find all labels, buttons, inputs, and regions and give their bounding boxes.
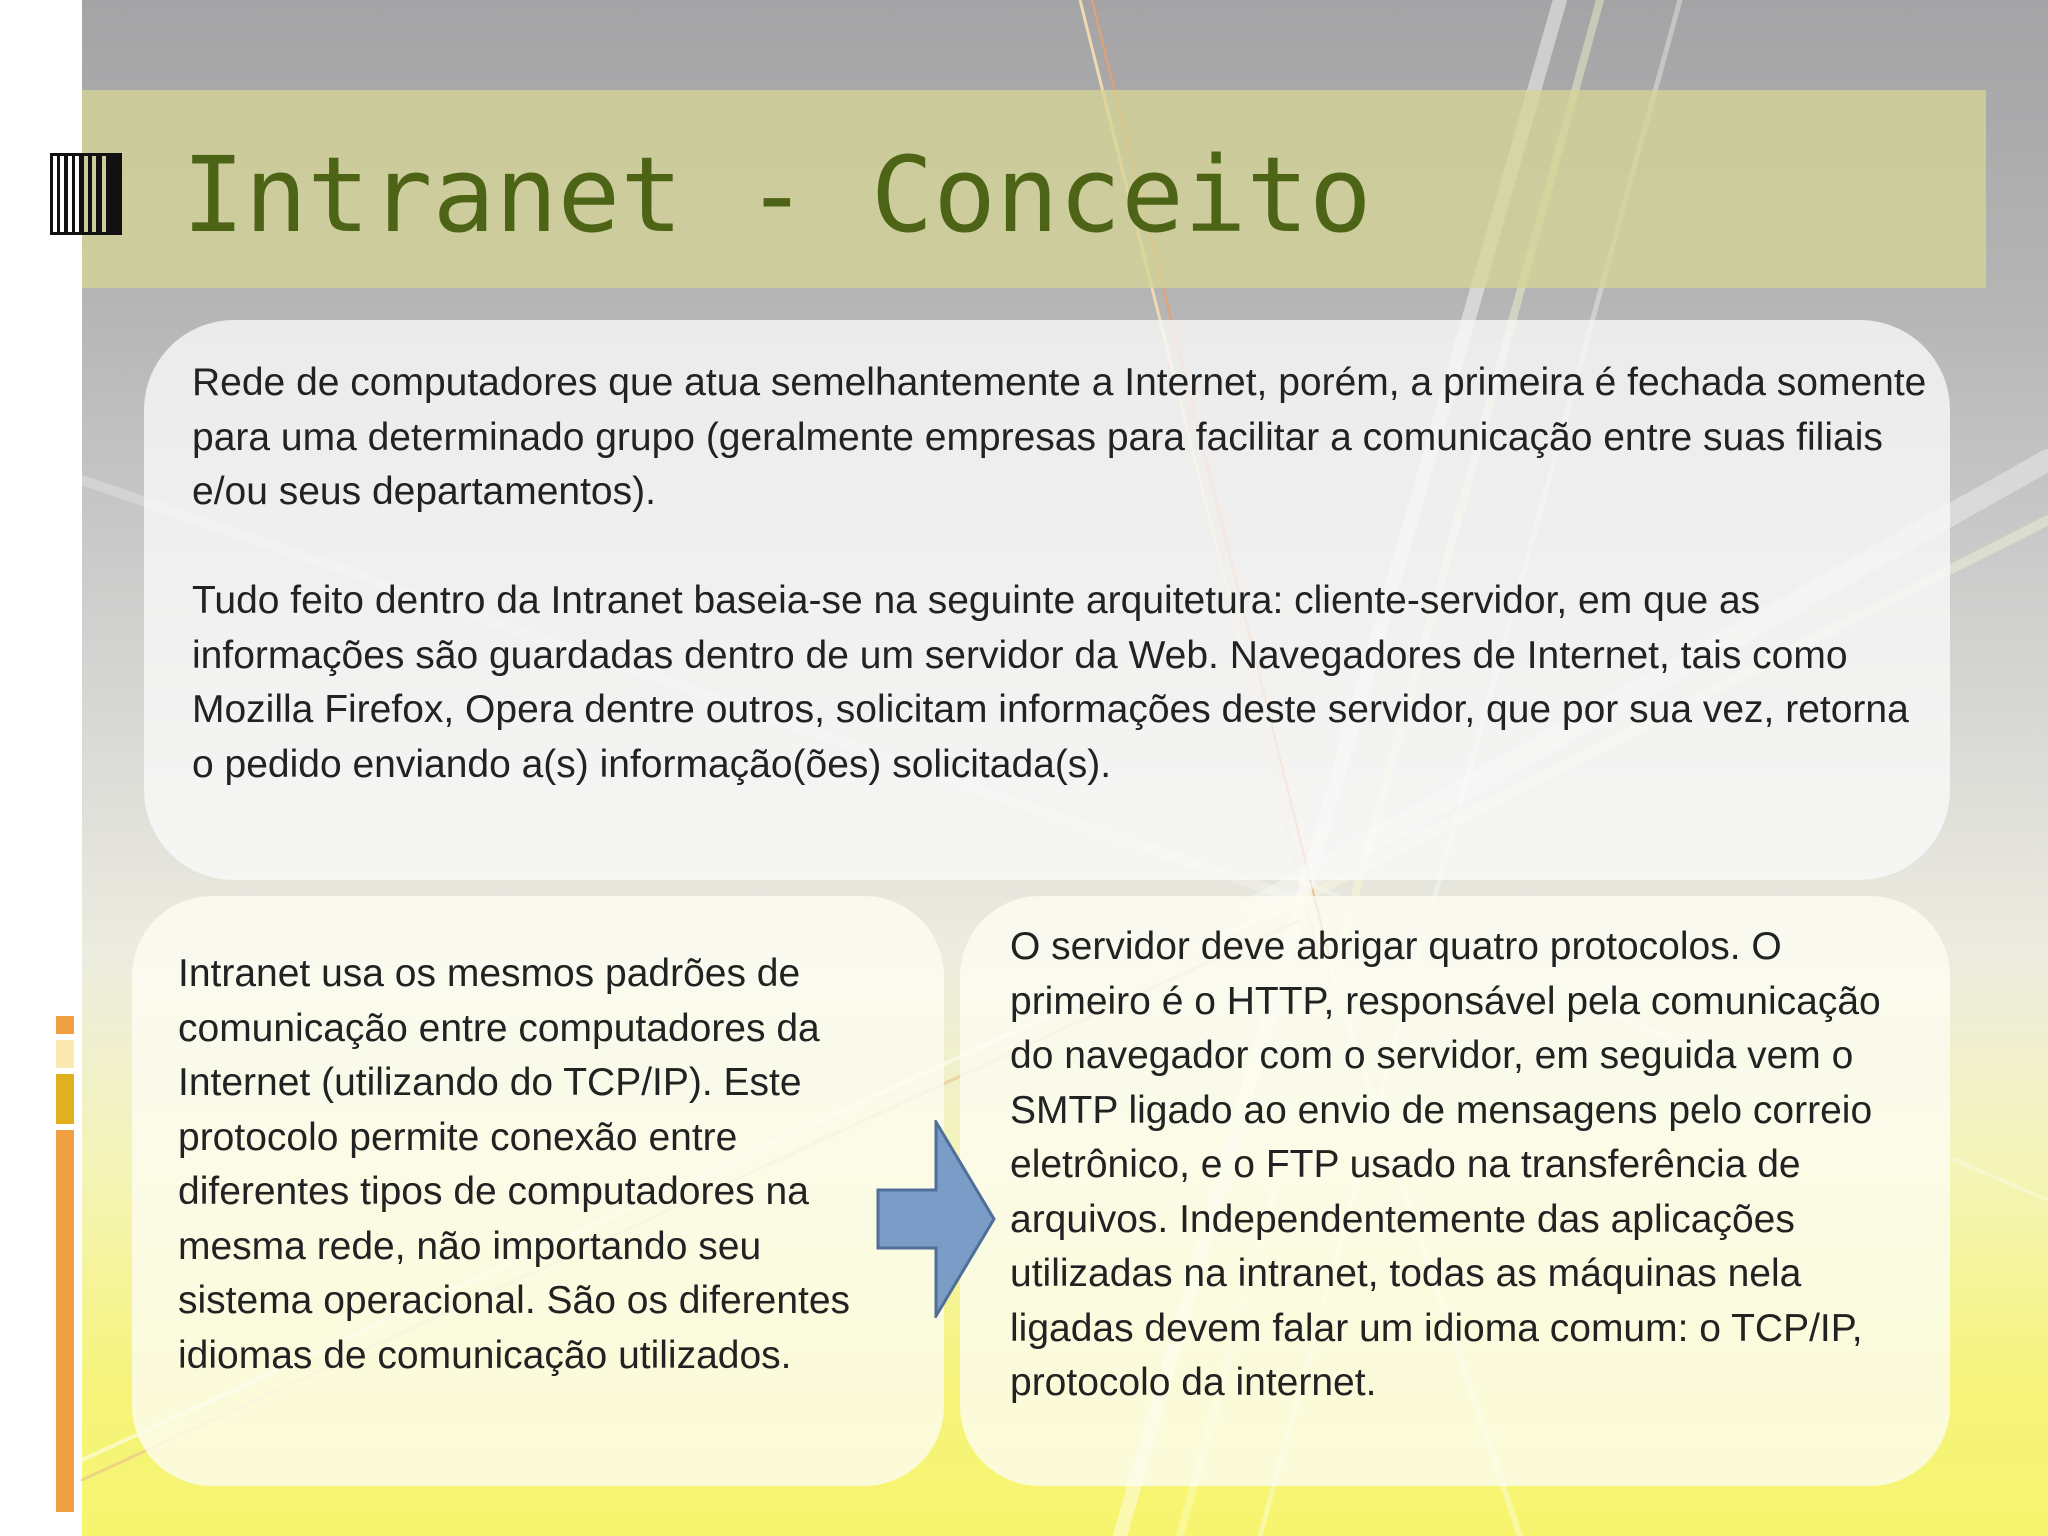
protocols-text: O servidor deve abrigar quatro protocolos. O primeiro é o HTTP, responsável pela comunicação do navegador com o servidor, em seguida vem o SMTP ligado ao envio de mensagens pelo correio eletrônico, e o FTP usado na transferência de arquivos. Independentemente das aplicações utilizadas na intranet, todas as máquinas nela ligadas devem falar um idioma comum: o TCP/IP, protocolo da internet. (1010, 925, 1881, 1404)
slide-title: Intranet - Conceito (182, 134, 1372, 256)
left-accent-bars (56, 1016, 74, 1512)
standards-text: Intranet usa os mesmos padrões de comunicação entre computadores da Internet (utilizando do TCP/IP). Este protocolo permite conexão entre diferentes tipos de computadores na mesma rede, não importando seu sistema operacional. São os diferentes idiomas de comunicação utilizados. (178, 952, 851, 1377)
barcode-stripes-icon (50, 153, 122, 235)
right-arrow-icon (876, 1120, 996, 1318)
architecture-paragraph: Tudo feito dentro da Intranet baseia-se na seguinte arquitetura: cliente-servidor, em que as informações são guardadas dentro de um servidor da Web. Navegadores de Internet, tais como Mozilla Firefox, Opera dentre outros, solicitam informações deste servidor, que por sua vez, retorna o pedido enviando a(s) informação(ões) solicitada(s). (192, 579, 1909, 786)
definition-paragraph: Rede de computadores que atua semelhantemente a Internet, porém, a primeira é fechada somente para uma determinado grupo (geralmente empresas para facilitar a comunicação entre suas filiais e/ou seus departamentos). (192, 361, 1927, 513)
